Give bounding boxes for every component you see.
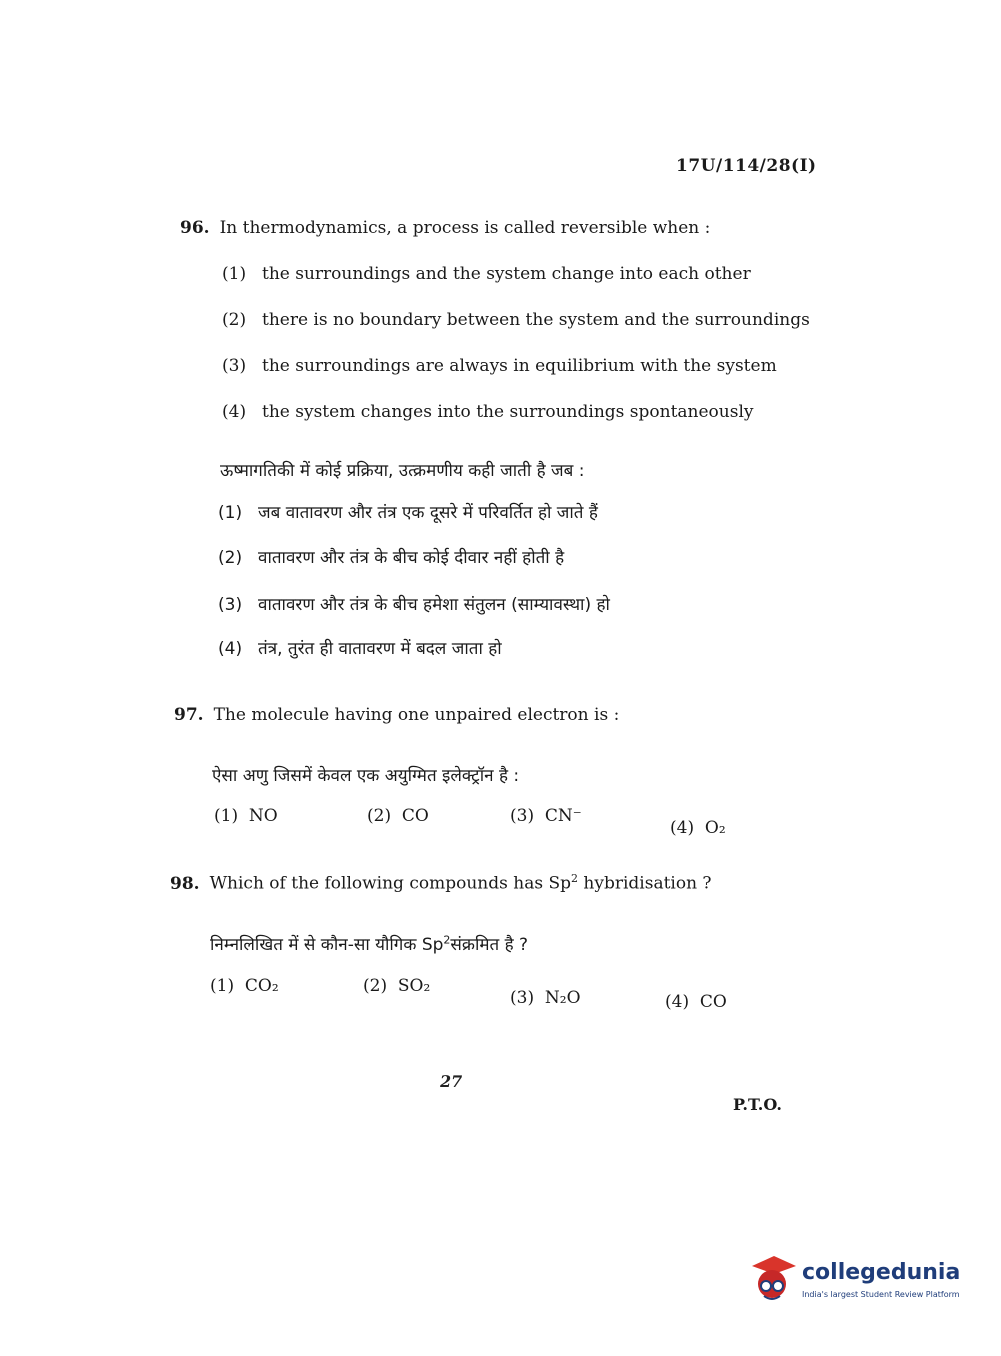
question-96 bbox=[180, 218, 710, 238]
option-96-4: (4) the system changes into the surroundings spontaneously bbox=[222, 402, 754, 422]
option-97-3: (3) CN⁻ bbox=[510, 806, 582, 826]
logo-tagline: India's largest Student Review Platform bbox=[802, 1290, 960, 1299]
mascot-icon bbox=[744, 1252, 800, 1308]
question-text: In thermodynamics, a process is called reversible when : bbox=[219, 218, 711, 238]
question-98: 98. Which of the following compounds has Sp$^2$ hybridisation ? bbox=[170, 872, 712, 894]
option-97-1: (1) NO bbox=[214, 806, 278, 826]
option-96-2: (2) there is no boundary between the system and the surroundings bbox=[222, 310, 810, 330]
question-number: 97. bbox=[174, 705, 204, 725]
options-row-97 bbox=[0, 806, 1001, 836]
question-text: The molecule having one unpaired electron is : bbox=[213, 705, 620, 725]
option-97-2: (2) CO bbox=[367, 806, 429, 826]
option-96-1-hindi: (1) जब वातावरण और तंत्र एक दूसरे में परिवर्तित हो जाते हैं bbox=[218, 503, 598, 523]
option-97-4: (4) O₂ bbox=[670, 818, 726, 838]
page-number: 27 bbox=[438, 1072, 464, 1091]
option-96-2-hindi: (2) वातावरण और तंत्र के बीच कोई दीवार नहीं होती है bbox=[218, 548, 565, 568]
collegedunia-logo bbox=[744, 1252, 974, 1312]
option-96-3: (3) the surroundings are always in equilibrium with the system bbox=[222, 356, 777, 376]
question-number: 98. bbox=[170, 873, 200, 894]
option-98-4: (4) CO bbox=[665, 992, 727, 1012]
question-96-hindi: ऊष्मागतिकी में कोई प्रक्रिया, उत्क्रमणीय कही जाती है जब : bbox=[220, 461, 585, 481]
option-96-3-hindi: (3) वातावरण और तंत्र के बीच हमेशा संतुलन (साम्यावस्था) हो bbox=[218, 595, 610, 615]
question-97 bbox=[174, 705, 619, 725]
option-98-1: (1) CO₂ bbox=[210, 976, 279, 996]
question-number: 96. bbox=[180, 218, 210, 238]
logo-name: collegedunia bbox=[802, 1260, 961, 1285]
option-96-4-hindi: (4) तंत्र, तुरंत ही वातावरण में बदल जाता हो bbox=[218, 639, 502, 659]
options-row-98 bbox=[0, 976, 1001, 1012]
paper-code: 17U/114/28(I) bbox=[676, 156, 817, 176]
pto-label: P.T.O. bbox=[733, 1095, 782, 1114]
option-98-3: (3) N₂O bbox=[510, 988, 581, 1008]
option-96-1: (1) the surroundings and the system change into each other bbox=[222, 264, 751, 284]
question-97-hindi: ऐसा अणु जिसमें केवल एक अयुग्मित इलेक्ट्रॉन है : bbox=[212, 766, 520, 786]
option-98-2: (2) SO₂ bbox=[363, 976, 431, 996]
question-98-hindi: निम्नलिखित में से कौन-सा यौगिक Sp$^2$संक्रमित है ? bbox=[210, 933, 529, 955]
